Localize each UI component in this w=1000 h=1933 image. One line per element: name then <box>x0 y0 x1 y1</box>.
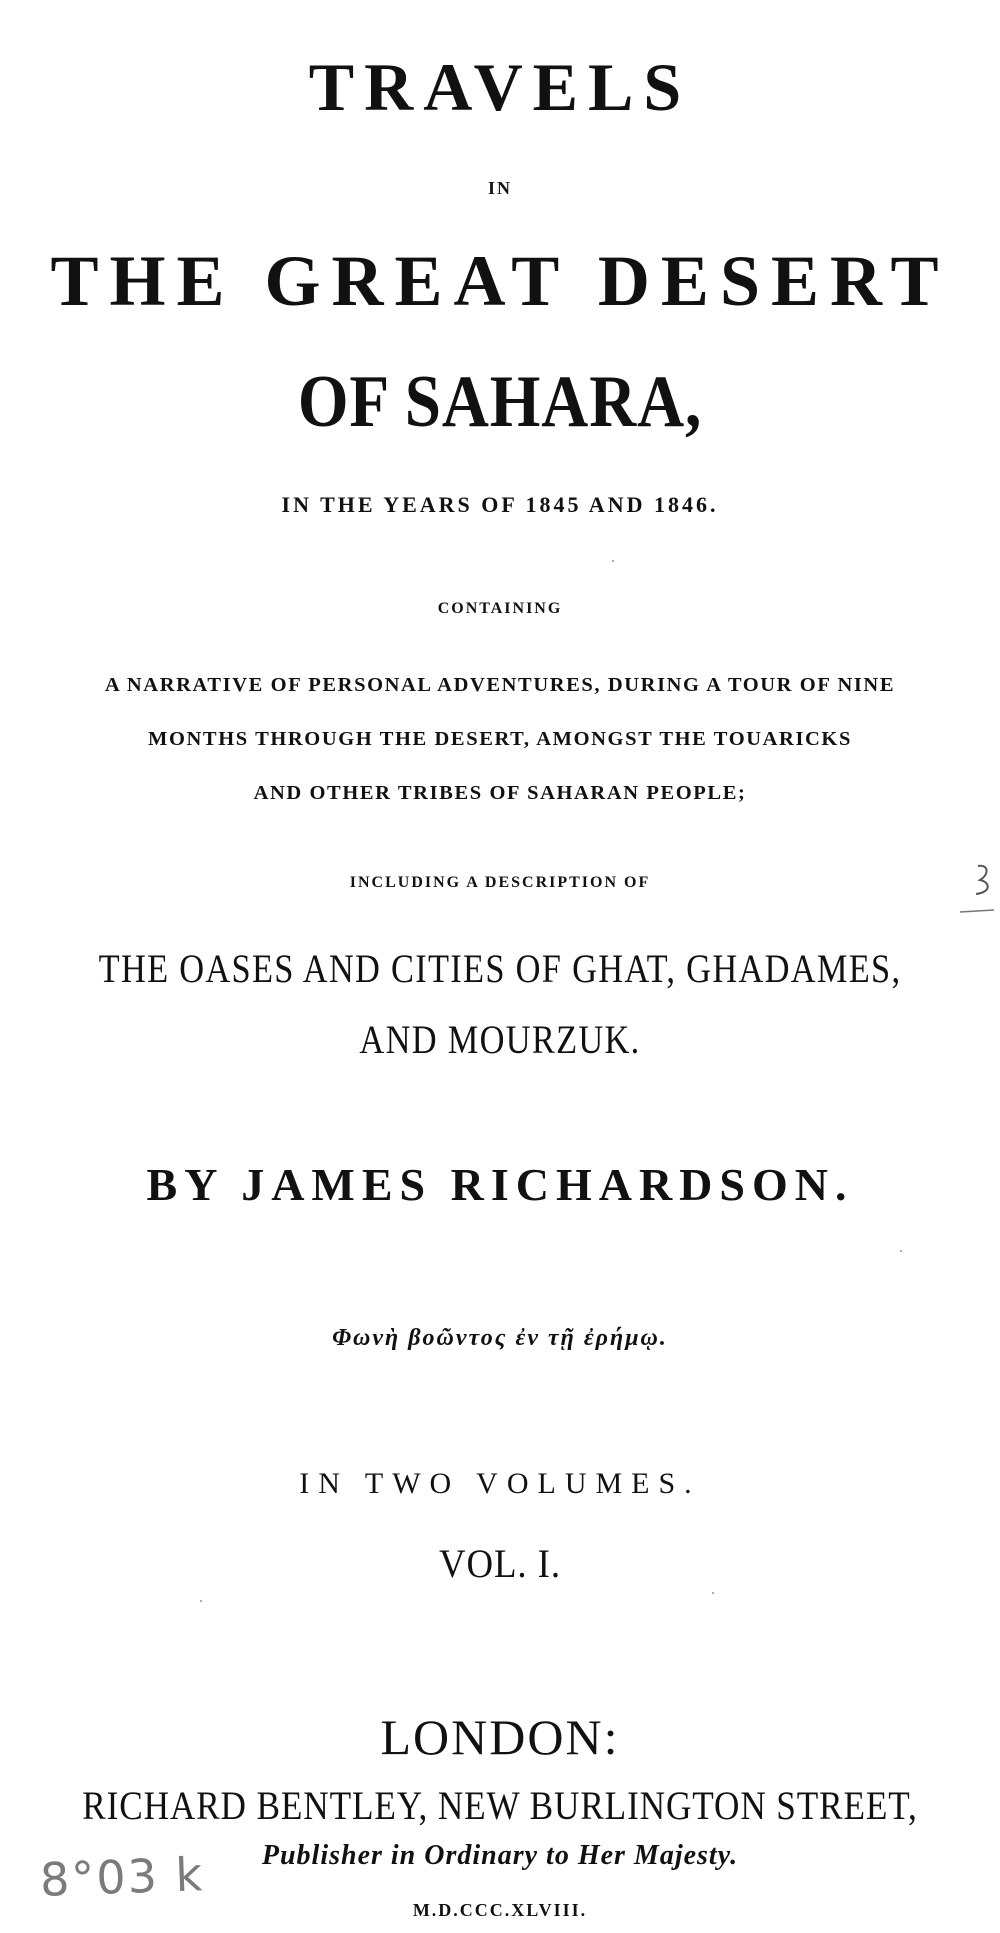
oases-line-2: AND MOURZUK. <box>359 1017 641 1062</box>
narrative-line-3: AND OTHER TRIBES OF SAHARAN PEOPLE; <box>253 782 747 804</box>
greek-epigraph: Φωνὴ βοῶντος ἐν τῇ ἐρήμῳ. <box>332 1325 668 1351</box>
narrative-line-2: MONTHS THROUGH THE DESERT, AMONGST THE TOUARICKS <box>148 728 852 750</box>
containing-label: CONTAINING <box>437 600 563 617</box>
paper-speck <box>712 1592 714 1594</box>
handwritten-shelfmark: 8°03 k <box>39 1847 205 1907</box>
paper-speck <box>900 1250 902 1252</box>
narrative-line-1: A NARRATIVE OF PERSONAL ADVENTURES, DURING A TOUR OF NINE <box>104 674 896 696</box>
including-label: INCLUDING A DESCRIPTION OF <box>349 874 651 891</box>
imprint-city: LONDON: <box>380 1709 620 1765</box>
title-travels: TRAVELS <box>308 49 692 125</box>
title-of-sahara: OF SAHARA, <box>297 361 703 443</box>
title-connector-in: IN <box>487 178 512 198</box>
author-line: BY JAMES RICHARDSON. <box>146 1159 854 1210</box>
imprint-publisher: RICHARD BENTLEY, NEW BURLINGTON STREET, <box>82 1783 918 1828</box>
margin-pencil-mark <box>956 860 996 920</box>
paper-speck <box>612 560 614 562</box>
paper-speck <box>200 1600 202 1602</box>
imprint-publisher-title: Publisher in Ordinary to Her Majesty. <box>261 1840 739 1871</box>
volume-number: VOL. I. <box>439 1541 561 1586</box>
years-line: IN THE YEARS OF 1845 AND 1846. <box>281 492 719 517</box>
title-great-desert: THE GREAT DESERT <box>50 241 950 321</box>
imprint-date: M.D.CCC.XLVIII. <box>412 1900 588 1920</box>
oases-line-1: THE OASES AND CITIES OF GHAT, GHADAMES, <box>98 946 902 991</box>
volumes-line: IN TWO VOLUMES. <box>299 1467 701 1500</box>
